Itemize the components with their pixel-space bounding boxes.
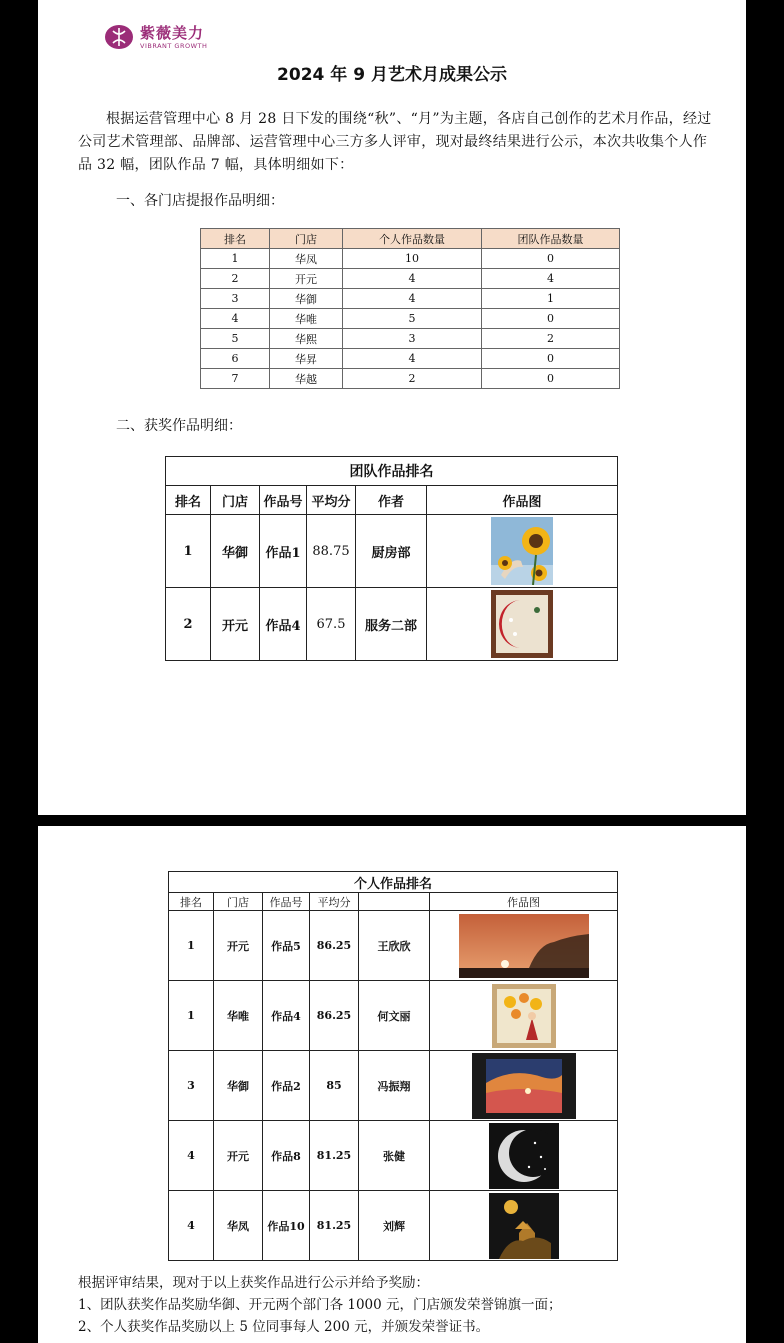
store-cell: 华凤 bbox=[214, 1191, 263, 1261]
table-row bbox=[201, 269, 620, 289]
sunset-sky-frame-image bbox=[472, 1053, 576, 1119]
artwork-cell bbox=[430, 1121, 618, 1191]
author-cell: 服务二部 bbox=[356, 588, 427, 661]
table-row bbox=[201, 289, 620, 309]
col-header: 排名 bbox=[169, 893, 214, 911]
work-cell: 作品4 bbox=[263, 981, 310, 1051]
table-row bbox=[201, 369, 620, 389]
cell: 0 bbox=[482, 309, 620, 329]
logo-name-cn: 紫薇美力 bbox=[140, 24, 205, 42]
table-row bbox=[201, 349, 620, 369]
table-header-row bbox=[201, 229, 620, 249]
closing-remarks bbox=[78, 1272, 562, 1338]
rank-cell: 4 bbox=[169, 1191, 214, 1261]
work-cell: 作品8 bbox=[263, 1121, 310, 1191]
moon-stars-painting-image bbox=[489, 1123, 559, 1189]
cell: 7 bbox=[201, 369, 270, 389]
store-cell: 开元 bbox=[214, 911, 263, 981]
cell: 0 bbox=[482, 369, 620, 389]
col-header: 门店 bbox=[214, 893, 263, 911]
section-heading-awards: 二、获奖作品明细： bbox=[116, 418, 242, 434]
col-header: 作品图 bbox=[430, 893, 618, 911]
table-row bbox=[201, 309, 620, 329]
work-cell: 作品1 bbox=[260, 515, 307, 588]
artwork-cell bbox=[427, 588, 618, 661]
score-cell: 67.5 bbox=[307, 588, 356, 661]
closing-item-1: 1、团队获奖作品奖励华御、开元两个部门各 1000 元，门店颁发荣誉锦旗一面； bbox=[78, 1297, 562, 1313]
closing-item-2: 2、个人获奖作品奖励以上 5 位同事每人 200 元，并颁发荣誉证书。 bbox=[78, 1319, 490, 1335]
golden-moon-painting-image bbox=[489, 1193, 559, 1259]
cell: 5 bbox=[343, 309, 482, 329]
cell: 开元 bbox=[270, 269, 343, 289]
sunset-photo-image bbox=[459, 914, 589, 978]
col-header: 门店 bbox=[211, 486, 260, 515]
col-header bbox=[359, 893, 430, 911]
table-row bbox=[201, 249, 620, 269]
table-caption: 团队作品排名 bbox=[166, 457, 618, 486]
score-cell: 86.25 bbox=[310, 981, 359, 1051]
col-header: 排名 bbox=[166, 486, 211, 515]
col-header: 作品图 bbox=[427, 486, 618, 515]
rank-cell: 4 bbox=[169, 1121, 214, 1191]
cell: 2 bbox=[343, 369, 482, 389]
cell: 0 bbox=[482, 349, 620, 369]
author-cell: 冯振翔 bbox=[359, 1051, 430, 1121]
work-cell: 作品5 bbox=[263, 911, 310, 981]
rank-cell: 1 bbox=[166, 515, 211, 588]
store-cell: 华御 bbox=[211, 515, 260, 588]
cell: 华熙 bbox=[270, 329, 343, 349]
table-row bbox=[166, 515, 618, 588]
score-cell: 81.25 bbox=[310, 1191, 359, 1261]
cell: 华唯 bbox=[270, 309, 343, 329]
cell: 2 bbox=[482, 329, 620, 349]
cell: 华昇 bbox=[270, 349, 343, 369]
rank-cell: 1 bbox=[169, 911, 214, 981]
score-cell: 88.75 bbox=[307, 515, 356, 588]
author-cell: 厨房部 bbox=[356, 515, 427, 588]
cell: 1 bbox=[482, 289, 620, 309]
cell: 1 bbox=[201, 249, 270, 269]
table-header-row bbox=[166, 486, 618, 515]
table-row bbox=[201, 329, 620, 349]
artwork-cell bbox=[430, 911, 618, 981]
cell: 5 bbox=[201, 329, 270, 349]
author-cell: 王欣欣 bbox=[359, 911, 430, 981]
table-row bbox=[166, 588, 618, 661]
col-header: 作品号 bbox=[260, 486, 307, 515]
cell: 3 bbox=[201, 289, 270, 309]
intro-paragraph: 根据运营管理中心 8 月 28 日下发的围绕“秋”、“月”为主题，各店自己创作的艺术月作品，经过公司艺术管理部、品牌部、运营管理中心三方多人评审，现对最终结果进行公示，本次共收集个人作品 32 幅，团队作品 7 幅，具体明细如下： bbox=[78, 111, 712, 173]
author-cell: 何文丽 bbox=[359, 981, 430, 1051]
logo-name-en: VIBRANT GROWTH bbox=[140, 42, 208, 50]
cell: 4 bbox=[343, 289, 482, 309]
artwork-cell bbox=[430, 1051, 618, 1121]
cell: 0 bbox=[482, 249, 620, 269]
submissions-table bbox=[200, 228, 620, 389]
store-cell: 华唯 bbox=[214, 981, 263, 1051]
store-cell: 开元 bbox=[214, 1121, 263, 1191]
col-header: 排名 bbox=[201, 229, 270, 249]
table-row bbox=[169, 1191, 618, 1261]
company-logo bbox=[104, 22, 234, 52]
store-cell: 华御 bbox=[214, 1051, 263, 1121]
document-page-1 bbox=[38, 0, 746, 815]
cell: 华凤 bbox=[270, 249, 343, 269]
col-header: 团队作品数量 bbox=[482, 229, 620, 249]
rank-cell: 3 bbox=[169, 1051, 214, 1121]
work-cell: 作品10 bbox=[263, 1191, 310, 1261]
work-cell: 作品4 bbox=[260, 588, 307, 661]
cell: 4 bbox=[343, 349, 482, 369]
col-header: 平均分 bbox=[307, 486, 356, 515]
table-header-row bbox=[169, 893, 618, 911]
flower-girl-painting-image bbox=[492, 984, 556, 1048]
col-header: 作品号 bbox=[263, 893, 310, 911]
col-header: 作者 bbox=[356, 486, 427, 515]
cell: 4 bbox=[201, 309, 270, 329]
table-row bbox=[169, 981, 618, 1051]
col-header: 个人作品数量 bbox=[343, 229, 482, 249]
score-cell: 86.25 bbox=[310, 911, 359, 981]
cell: 6 bbox=[201, 349, 270, 369]
artwork-cell bbox=[430, 981, 618, 1051]
cell: 10 bbox=[343, 249, 482, 269]
page-title: 2024 年 9 月艺术月成果公示 bbox=[277, 65, 507, 85]
cell: 4 bbox=[343, 269, 482, 289]
section-heading-submissions: 一、各门店提报作品明细： bbox=[116, 193, 284, 209]
cell: 2 bbox=[201, 269, 270, 289]
score-cell: 81.25 bbox=[310, 1121, 359, 1191]
table-row bbox=[169, 1051, 618, 1121]
table-caption: 个人作品排名 bbox=[169, 872, 618, 893]
work-cell: 作品2 bbox=[263, 1051, 310, 1121]
individual-ranking-table bbox=[168, 871, 618, 1261]
closing-intro: 根据评审结果，现对于以上获奖作品进行公示并给予奖励： bbox=[78, 1275, 429, 1291]
score-cell: 85 bbox=[310, 1051, 359, 1121]
store-cell: 开元 bbox=[211, 588, 260, 661]
rank-cell: 1 bbox=[169, 981, 214, 1051]
author-cell: 张健 bbox=[359, 1121, 430, 1191]
cell: 3 bbox=[343, 329, 482, 349]
document-page-2 bbox=[38, 826, 746, 1343]
col-header: 门店 bbox=[270, 229, 343, 249]
sunflower-painting-image bbox=[491, 517, 553, 585]
cell: 华御 bbox=[270, 289, 343, 309]
artwork-cell bbox=[430, 1191, 618, 1261]
table-row bbox=[169, 1121, 618, 1191]
col-header: 平均分 bbox=[310, 893, 359, 911]
artwork-cell bbox=[427, 515, 618, 588]
crescent-moon-frame-image bbox=[491, 590, 553, 658]
cell: 4 bbox=[482, 269, 620, 289]
cell: 华越 bbox=[270, 369, 343, 389]
rank-cell: 2 bbox=[166, 588, 211, 661]
table-row bbox=[169, 911, 618, 981]
author-cell: 刘辉 bbox=[359, 1191, 430, 1261]
logo-flower-icon bbox=[104, 24, 134, 50]
team-ranking-table bbox=[165, 456, 618, 661]
